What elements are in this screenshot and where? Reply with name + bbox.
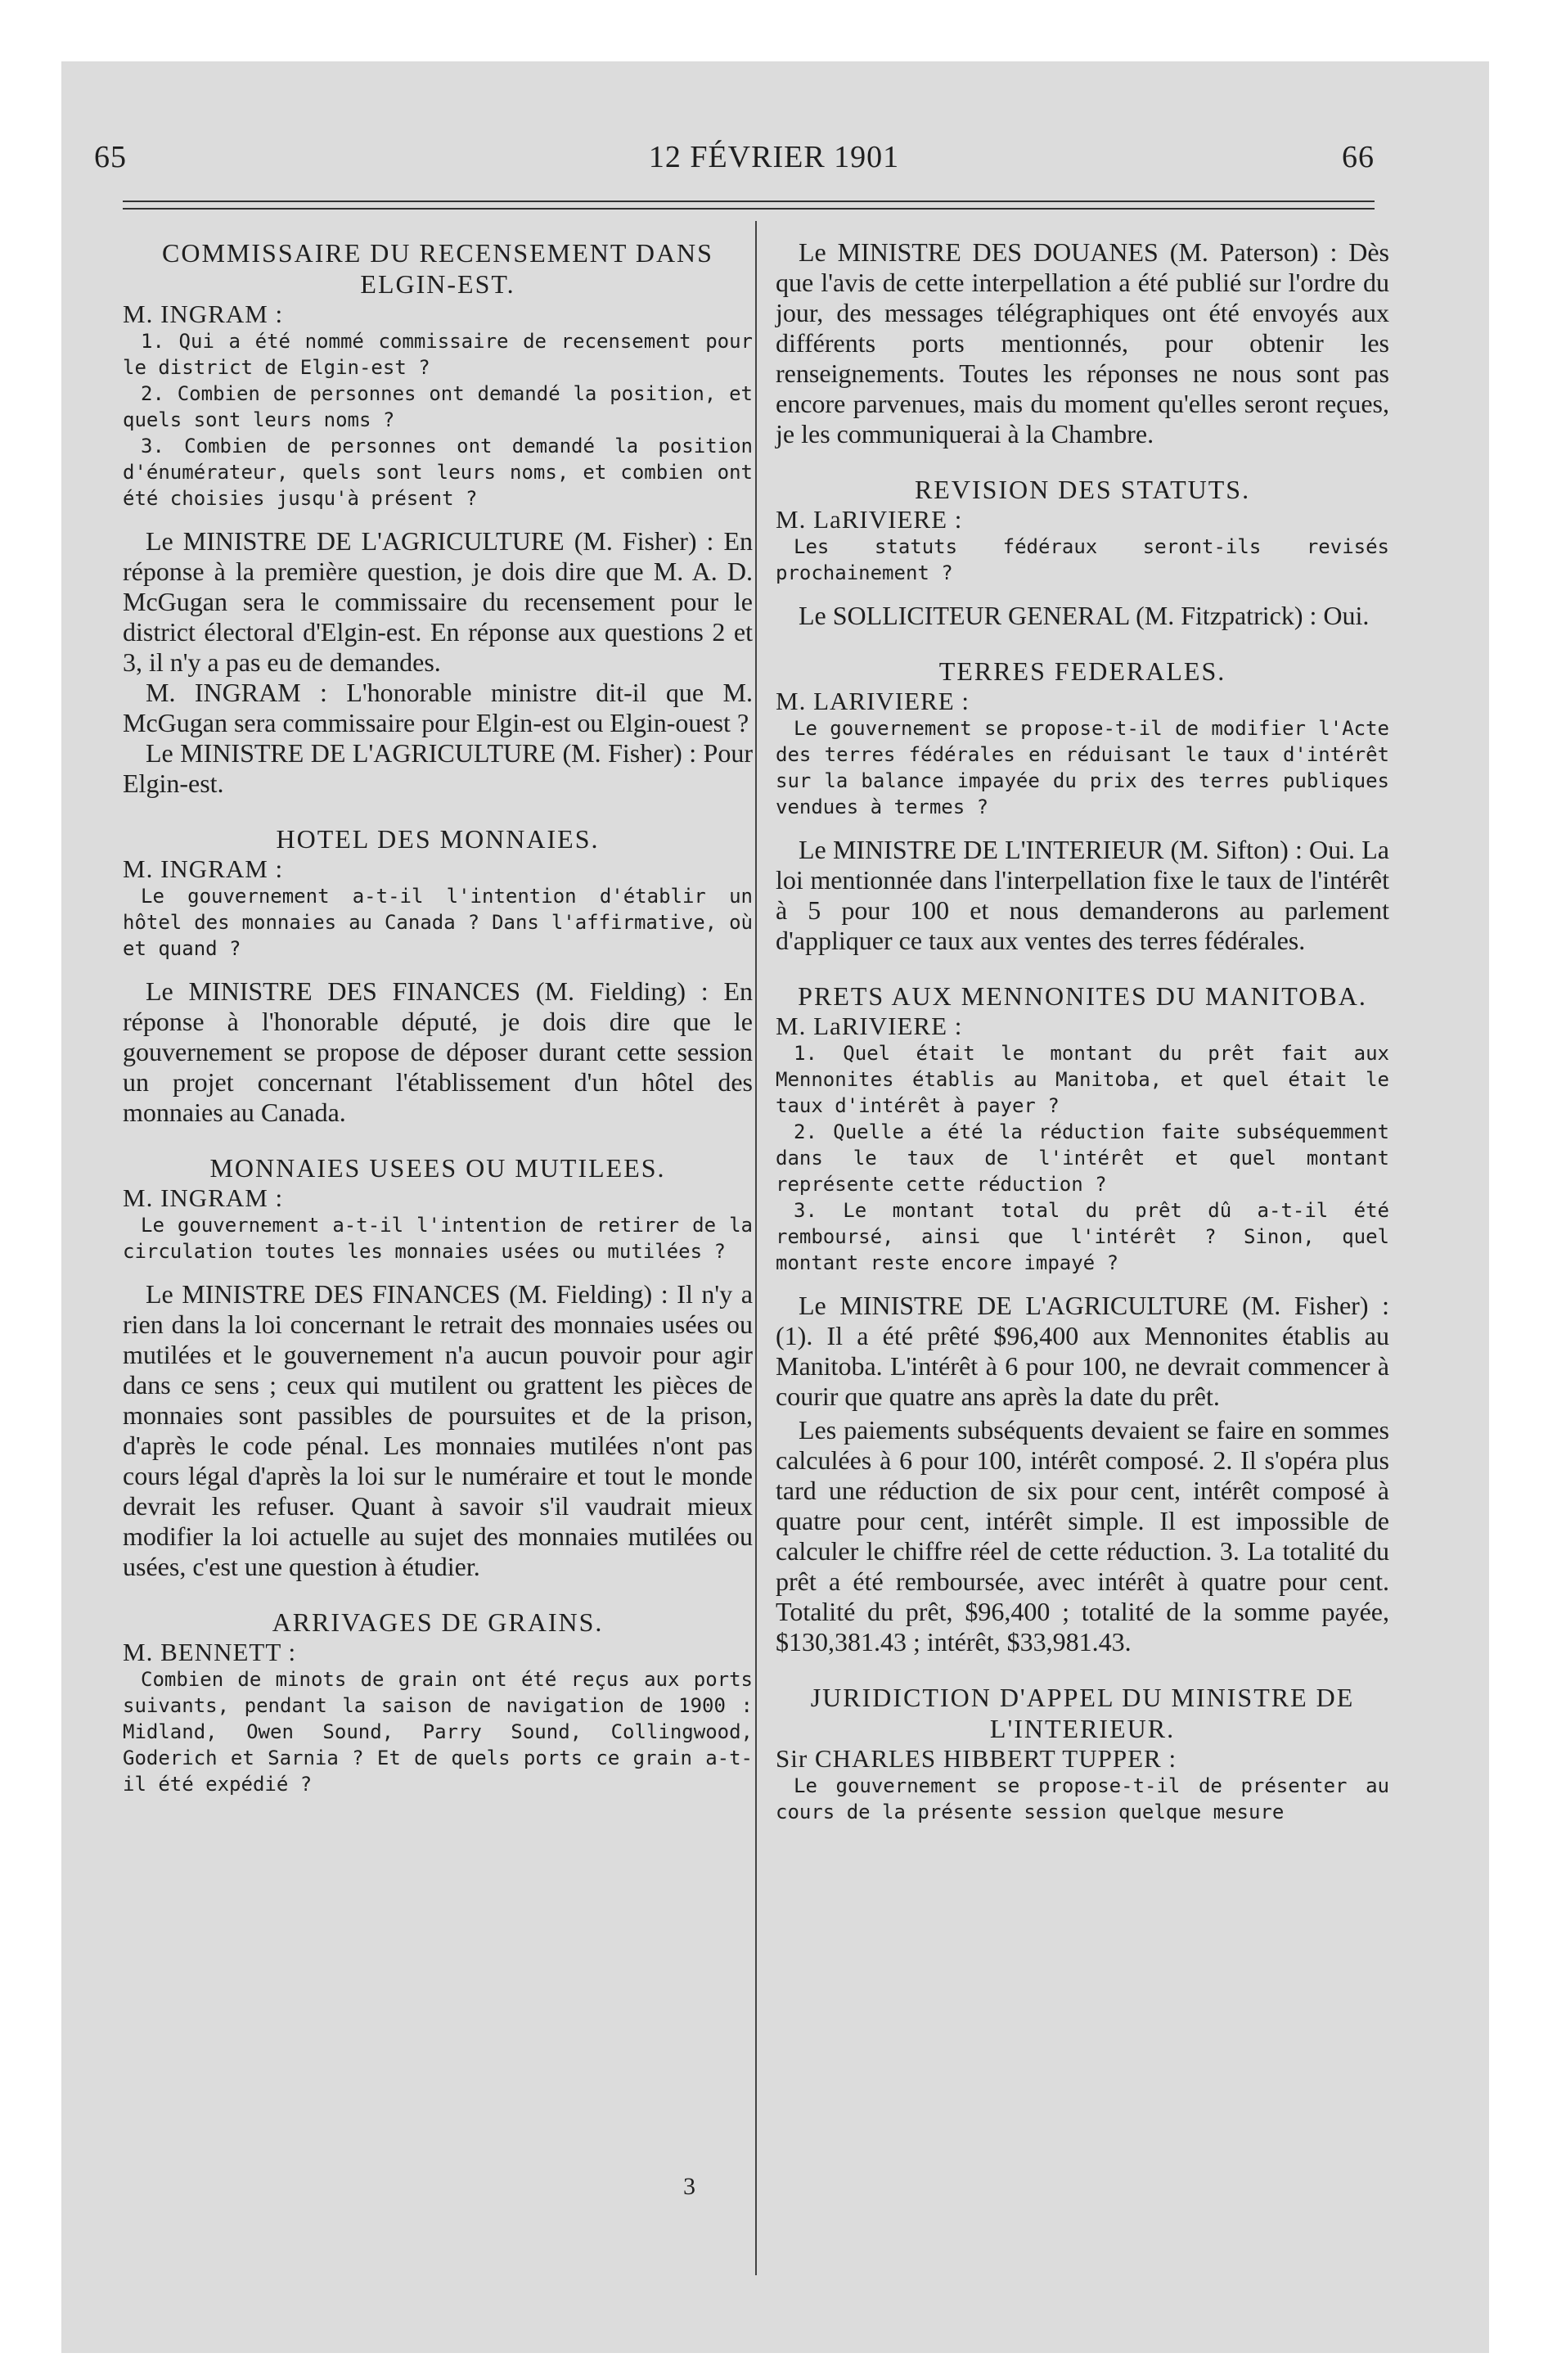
question-1: 1. Qui a été nommé commissaire de recensement pour le district de Elgin-est ? (123, 330, 753, 379)
speaker-ingram: M. INGRAM : (123, 854, 284, 883)
section-heading-monnaies-usees: MONNAIES USEES OU MUTILEES. (209, 1153, 666, 1183)
left-page-number: 65 (94, 140, 127, 174)
section-heading-hotel-monnaies: HOTEL DES MONNAIES. (276, 824, 600, 854)
question-terres: Le gouvernement se propose-t-il de modifier l'Acte des terres fédérales en réduisant le taux d'intérêt sur la balance impayée du prix des terres publiques vendues à termes ? (776, 717, 1389, 818)
answer-finances: Le MINISTRE DES FINANCES (M. Fielding) : En réponse à l'honorable député, je dois dire que le gouvernement se propose de déposer durant cette session un projet concernant l'établissement d'un hôtel des monnaies au Canada. (123, 976, 753, 1127)
left-column (123, 237, 753, 1812)
answer-finances-2: Le MINISTRE DES FINANCES (M. Fielding) : Il n'y a rien dans la loi concernant le retrait des monnaies usées ou mutilées et le gouvernement n'a aucun pouvoir pour agir dans ce sens ; ceux qui mutilent ou grattent les pièces de monnaies sont passibles de poursuites et de la prison, d'après le code pénal. Les monnaies mutilées n'ont pas cours légal d'après la loi sur le numéraire et tout le monde devrait les refuser. Quant à savoir s'il vaudrait mieux modifier la loi actuelle au sujet des monnaies mutilées ou usées, c'est une question à étudier. (123, 1279, 753, 1581)
right-page-number: 66 (1342, 140, 1375, 174)
speaker-lariviere: M. LaRIVIERE : (776, 505, 963, 534)
answer-agriculture-2: Le MINISTRE DE L'AGRICULTURE (M. Fisher) : Pour Elgin-est. (123, 738, 753, 798)
section-heading-recensement: COMMISSAIRE DU RECENSEMENT DANS ELGIN-EST. (162, 238, 713, 299)
section-heading-terres-federales: TERRES FEDERALES. (938, 656, 1226, 686)
question-monnaies-usees: Le gouvernement a-t-il l'intention de retirer de la circulation toutes les monnaies usées ou mutilées ? (123, 1214, 753, 1263)
speaker-lariviere: M. LaRIVIERE : (776, 1012, 963, 1040)
question-2: 2. Quelle a été la réduction faite subséquemment dans le taux de l'intérêt et quel montant représente cette réduction ? (776, 1120, 1389, 1196)
answer-agriculture: Le MINISTRE DE L'AGRICULTURE (M. Fisher) : En réponse à la première question, je dois dire que M. A. D. McGugan sera le commissaire du recensement pour le district électoral d'Elgin-est. En réponse aux questions 2 et 3, il n'y a pas eu de demandes. (123, 526, 753, 677)
section-heading-grains: ARRIVAGES DE GRAINS. (272, 1607, 604, 1637)
section-heading-mennonites: PRETS AUX MENNONITES DU MANITOBA. (798, 981, 1367, 1011)
answer-douanes: Le MINISTRE DES DOUANES (M. Paterson) : Dès que l'avis de cette interpellation a été publié sur l'ordre du jour, des messages télégraphiques ont été envoyés aux différents ports mentionnés, pour obtenir les renseignements. Toutes les réponses ne nous sont pas encore parvenues, mais du moment qu'elles seront reçues, je les communiquerai à la Chambre. (776, 237, 1389, 449)
question-statuts: Les statuts fédéraux seront-ils revisés prochainement ? (776, 535, 1389, 584)
speaker-tupper: Sir CHARLES HIBBERT TUPPER : (776, 1744, 1177, 1773)
question-3: 3. Le montant total du prêt dû a-t-il été remboursé, ainsi que l'intérêt ? Sinon, quel montant reste encore impayé ? (776, 1199, 1389, 1274)
speaker-bennett: M. BENNETT : (123, 1638, 297, 1666)
followup-ingram: M. INGRAM : L'honorable ministre dit-il que M. McGugan sera commissaire pour Elgin-est ou Elgin-ouest ? (123, 678, 753, 737)
question-grains: Combien de minots de grain ont été reçus aux ports suivants, pendant la saison de navigation de 1900 : Midland, Owen Sound, Parry Sound, Collingwood, Goderich et Sarnia ? Et de quels ports ce grain a-t-il été expédié ? (123, 1668, 753, 1796)
speaker-ingram: M. INGRAM : (123, 300, 284, 328)
speaker-ingram: M. INGRAM : (123, 1183, 284, 1212)
question-hotel-monnaies: Le gouvernement a-t-il l'intention d'établir un hôtel des monnaies au Canada ? Dans l'affirmative, où et quand ? (123, 885, 753, 960)
question-juridiction: Le gouvernement se propose-t-il de présenter au cours de la présente session quelque mesure (776, 1774, 1389, 1823)
answer-agriculture-mennonites-2: Les paiements subséquents devaient se faire en sommes calculées à 6 pour 100, intérêt composé. 2. Il s'opéra plus tard une réduction de six pour cent, intérêt composé à quatre pour cent, intérêt simple. Il est impossible de calculer le chiffre réel de cette réduction. 3. La totalité du prêt a été remboursée, avec intérêt à quatre pour cent. Totalité du prêt, $96,400 ; totalité de la somme payée, $130,381.43 ; intérêt, $33,981.43. (776, 1415, 1389, 1657)
page-date-heading: 12 FÉVRIER 1901 (648, 140, 900, 174)
answer-agriculture-mennonites: Le MINISTRE DE L'AGRICULTURE (M. Fisher) : (1). Il a été prêté $96,400 aux Mennonites établis au Manitoba. L'intérêt à 6 pour 100, ne devrait commencer à courir que quatre ans après la date du prêt. (776, 1291, 1389, 1411)
question-2: 2. Combien de personnes ont demandé la position, et quels sont leurs noms ? (123, 382, 753, 431)
speaker-lariviere: M. LARIVIERE : (776, 687, 970, 715)
answer-solliciteur: Le SOLLICITEUR GENERAL (M. Fitzpatrick) : Oui. (799, 601, 1370, 630)
header-rule-bottom (123, 208, 1375, 210)
header-rule-top (123, 201, 1375, 202)
question-1: 1. Quel était le montant du prêt fait aux Mennonites établis au Manitoba, et quel était le taux d'intérêt à payer ? (776, 1042, 1389, 1117)
section-heading-juridiction: JURIDICTION D'APPEL DU MINISTRE DE L'INTERIEUR. (810, 1683, 1355, 1743)
footer-page-number: 3 (683, 2173, 695, 2200)
answer-interieur: Le MINISTRE DE L'INTERIEUR (M. Sifton) : Oui. La loi mentionnée dans l'interpellation fixe le taux de l'intérêt à 5 pour 100 et nous demanderons au parlement d'appliquer ce taux aux ventes des terres fédérales. (776, 835, 1389, 955)
column-divider (755, 221, 757, 2275)
section-heading-revision-statuts: REVISION DES STATUTS. (914, 475, 1251, 504)
right-column (776, 237, 1389, 1825)
question-3: 3. Combien de personnes ont demandé la position d'énumérateur, quels sont leurs noms, et combien ont été choisies jusqu'à présent ? (123, 435, 753, 510)
